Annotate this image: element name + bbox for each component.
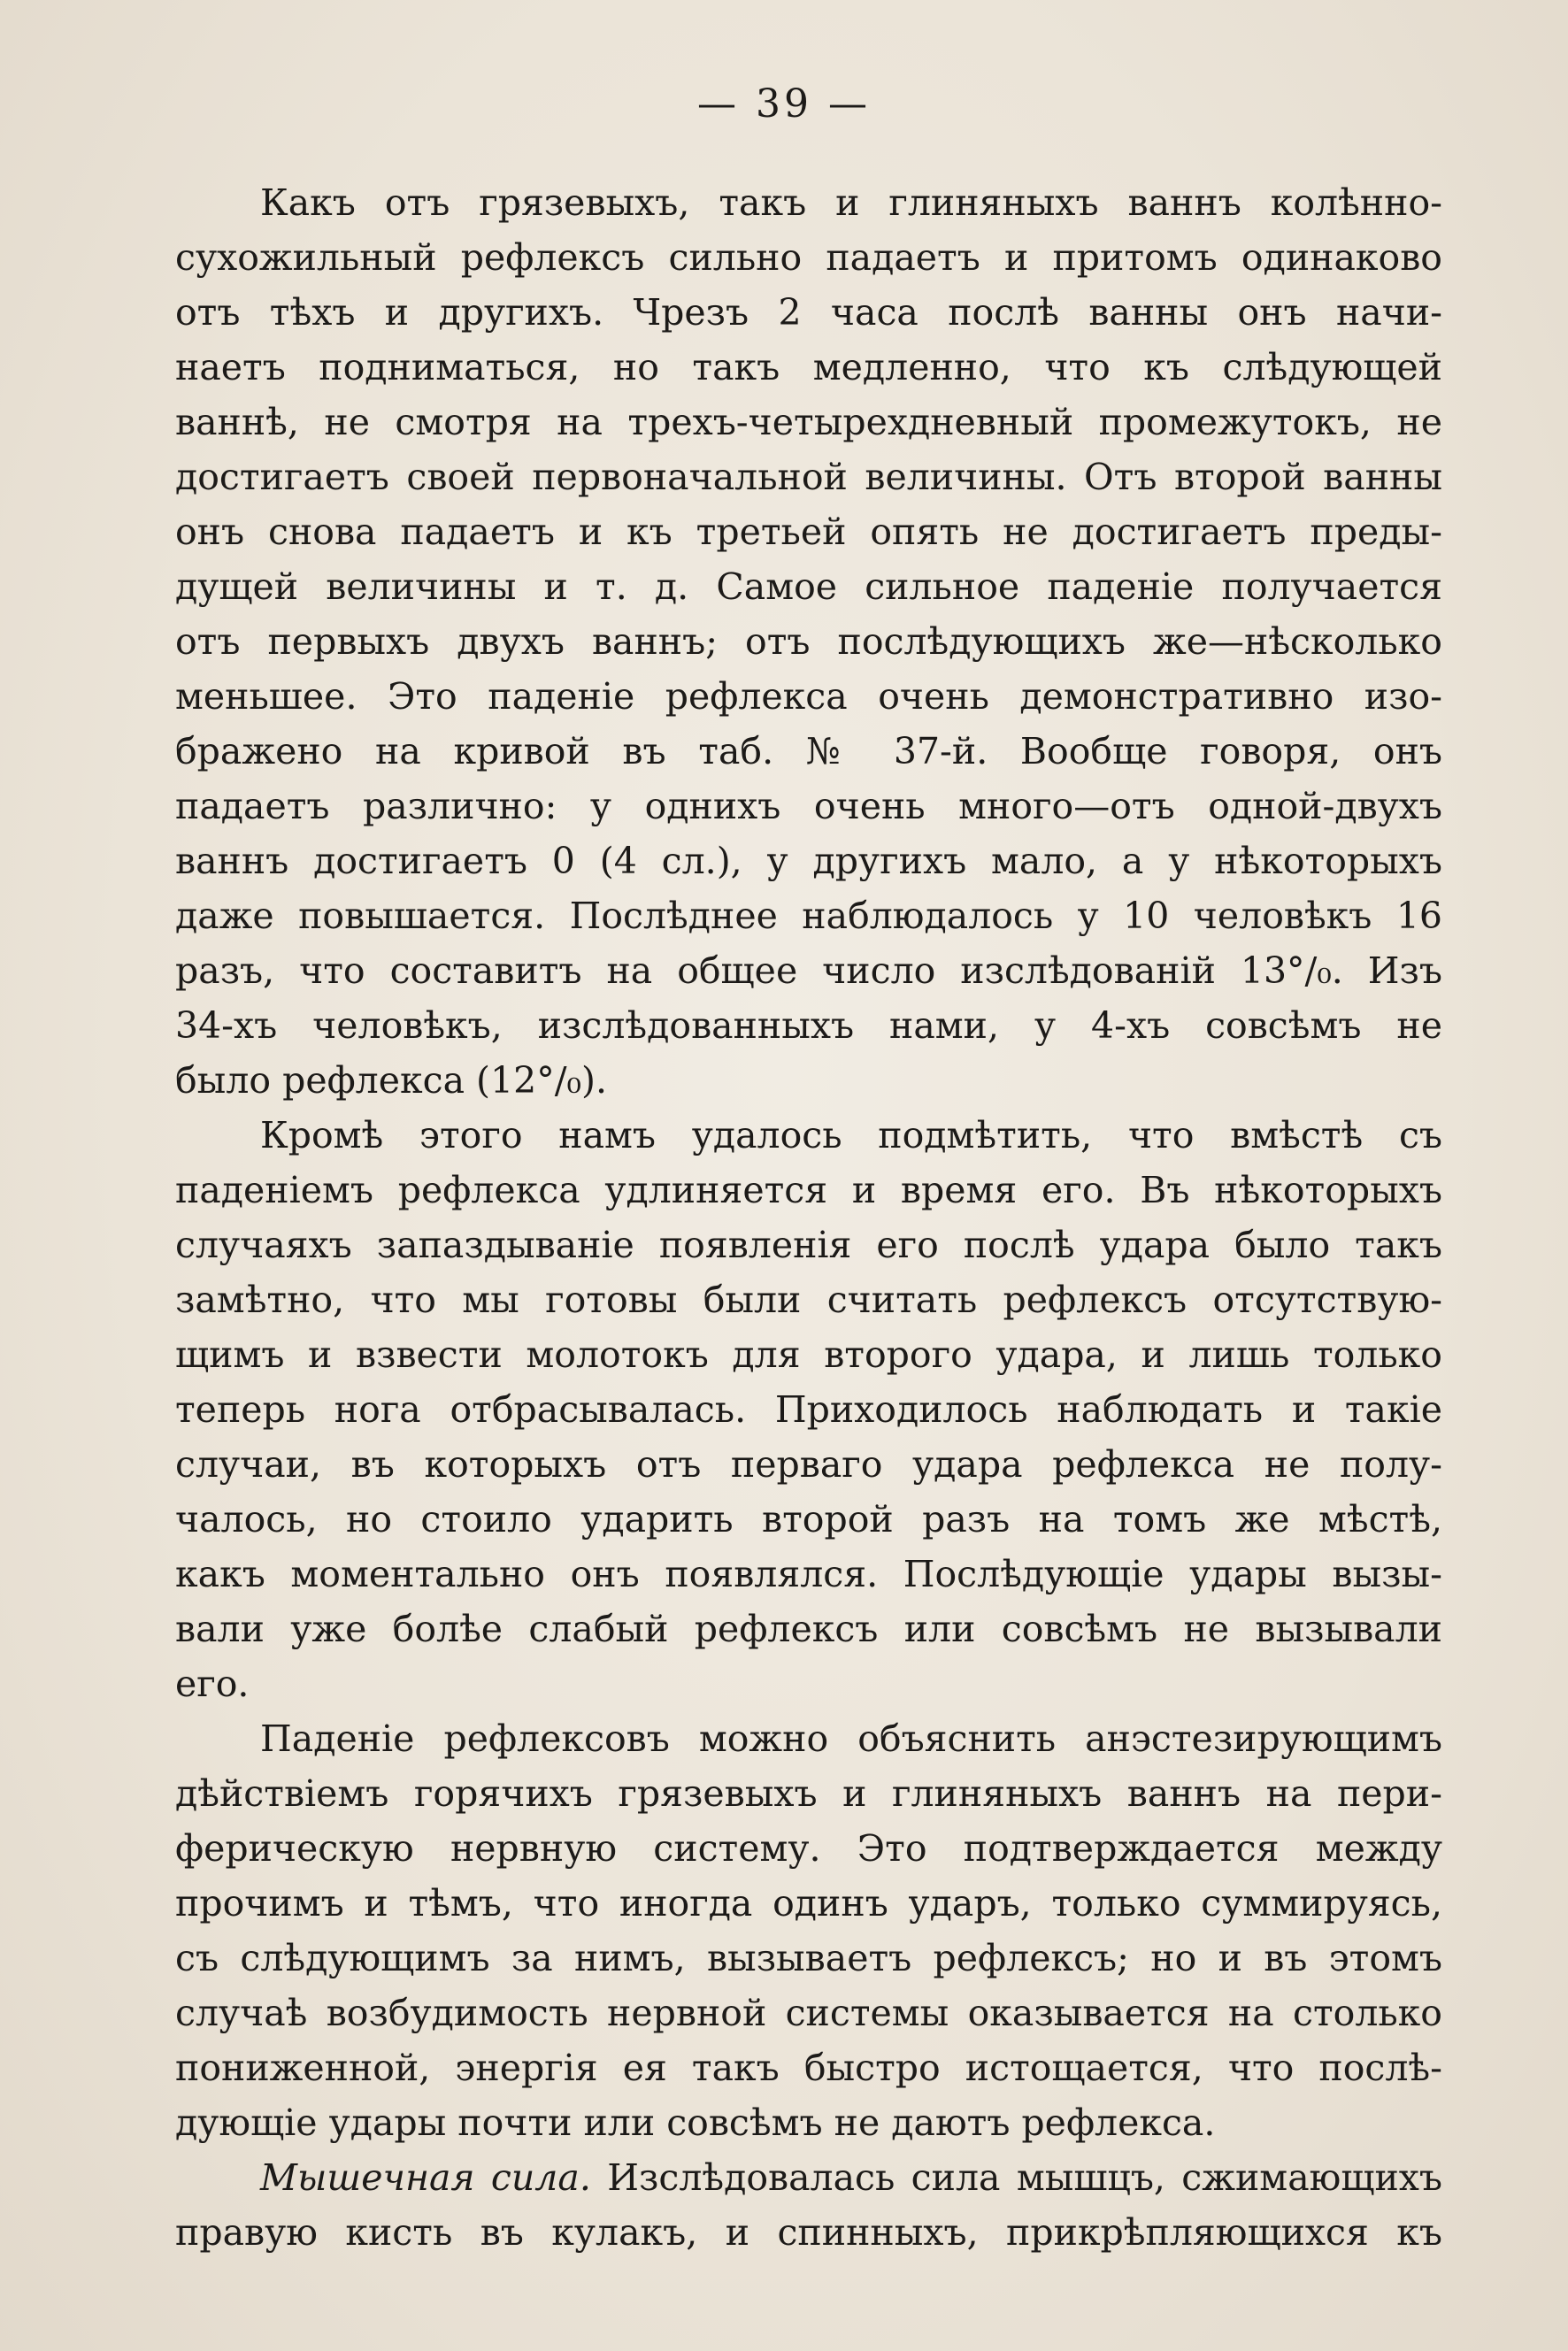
paragraph-2 — [175, 1108, 1442, 1711]
paragraph-1 — [175, 175, 1442, 1108]
text-line: сухожильный рефлексъ сильно падаетъ и притомъ одинаково — [175, 236, 1442, 279]
text-line: случаѣ возбудимость нервной системы оказывается на столько — [175, 1992, 1442, 2034]
text-line: ферическую нервную систему. Это подтверждается между — [175, 1827, 1442, 1870]
text-line: какъ моментально онъ появлялся. Послѣдующіе удары вызы- — [175, 1553, 1442, 1595]
text-fragment: Изслѣдовалась сила мышцъ, сжимающихъ — [607, 2156, 1442, 2199]
text-line: было рефлекса (12°/₀). — [175, 1059, 607, 1102]
text-line: пониженной, энергія ея такъ быстро истощается, что послѣ- — [175, 2047, 1442, 2089]
text-line: даже повышается. Послѣднее наблюдалось у 10 человѣкъ 16 — [175, 895, 1442, 937]
text-line: ваннъ достигаетъ 0 (4 сл.), у другихъ мало, а у нѣкоторыхъ — [175, 840, 1442, 882]
text-line: дущей величины и т. д. Самое сильное паденіе получается — [175, 565, 1442, 608]
paragraph-4 — [175, 2150, 1442, 2260]
text-line: Какъ отъ грязевыхъ, такъ и глиняныхъ ваннъ колѣнно- — [260, 181, 1442, 224]
text-line: правую кисть въ кулакъ, и спинныхъ, прикрѣпляющихся къ — [175, 2211, 1442, 2254]
page-number: — 39 — — [697, 81, 871, 127]
text-line: случаяхъ запаздываніе появленія его послѣ удара было такъ — [175, 1224, 1442, 1266]
text-line: падаетъ различно: у однихъ очень много—отъ одной-двухъ — [175, 785, 1442, 827]
text-line: Кромѣ этого намъ удалось подмѣтить, что вмѣстѣ съ — [260, 1114, 1442, 1156]
text-line: отъ первыхъ двухъ ваннъ; отъ послѣдующихъ же—нѣсколько — [175, 620, 1442, 663]
text-line: вали уже болѣе слабый рефлексъ или совсѣмъ не вызывали — [175, 1608, 1442, 1650]
text-line: меньшее. Это паденіе рефлекса очень демонстративно изо- — [175, 675, 1442, 718]
text-line: 34-хъ человѣкъ, изслѣдованныхъ нами, у 4-хъ совсѣмъ не — [175, 1004, 1442, 1047]
text-line: достигаетъ своей первоначальной величины. Отъ второй ванны — [175, 456, 1442, 498]
text-line: щимъ и взвести молотокъ для второго удара, и лишь только — [175, 1333, 1442, 1376]
text-line: съ слѣдующимъ за нимъ, вызываетъ рефлексъ; но и въ этомъ — [175, 1937, 1442, 1979]
text-line: паденіемъ рефлекса удлиняется и время его. Въ нѣкоторыхъ — [175, 1169, 1442, 1211]
paragraph-3 — [175, 1711, 1442, 2150]
text-line: случаи, въ которыхъ отъ перваго удара рефлекса не полу- — [175, 1443, 1442, 1486]
text-line: прочимъ и тѣмъ, что иногда одинъ ударъ, только суммируясь, — [175, 1882, 1442, 1925]
text-line: отъ тѣхъ и другихъ. Чрезъ 2 часа послѣ ванны онъ начи- — [175, 291, 1442, 334]
section-heading: Мышечная сила. — [260, 2156, 591, 2199]
text-line: его. — [175, 1663, 250, 1705]
text-line: дѣйствіемъ горячихъ грязевыхъ и глиняныхъ ваннъ на пери- — [175, 1772, 1442, 1815]
text-line: Паденіе рефлексовъ можно объяснить анэстезирующимъ — [260, 1717, 1442, 1760]
text-line: ваннѣ, не смотря на трехъ-четырехдневный промежутокъ, не — [175, 401, 1442, 443]
text-line: бражено на кривой въ таб. № 37-й. Вообще говоря, онъ — [175, 730, 1442, 772]
text-line: онъ снова падаетъ и къ третьей опять не достигаетъ преды- — [175, 511, 1442, 553]
text-line — [175, 2150, 1442, 2205]
text-line: замѣтно, что мы готовы были считать рефлексъ отсутствую- — [175, 1279, 1442, 1321]
text-line: разъ, что составитъ на общее число изслѣдованій 13°/₀. Изъ — [175, 949, 1442, 992]
body-text — [175, 175, 1442, 2260]
text-line: наетъ подниматься, но такъ медленно, что къ слѣдующей — [175, 346, 1442, 388]
text-line: теперь нога отбрасывалась. Приходилось наблюдать и такіе — [175, 1388, 1442, 1431]
text-line: чалось, но стоило ударить второй разъ на томъ же мѣстѣ, — [175, 1498, 1442, 1540]
text-line: дующіе удары почти или совсѣмъ не даютъ рефлекса. — [175, 2101, 1216, 2144]
